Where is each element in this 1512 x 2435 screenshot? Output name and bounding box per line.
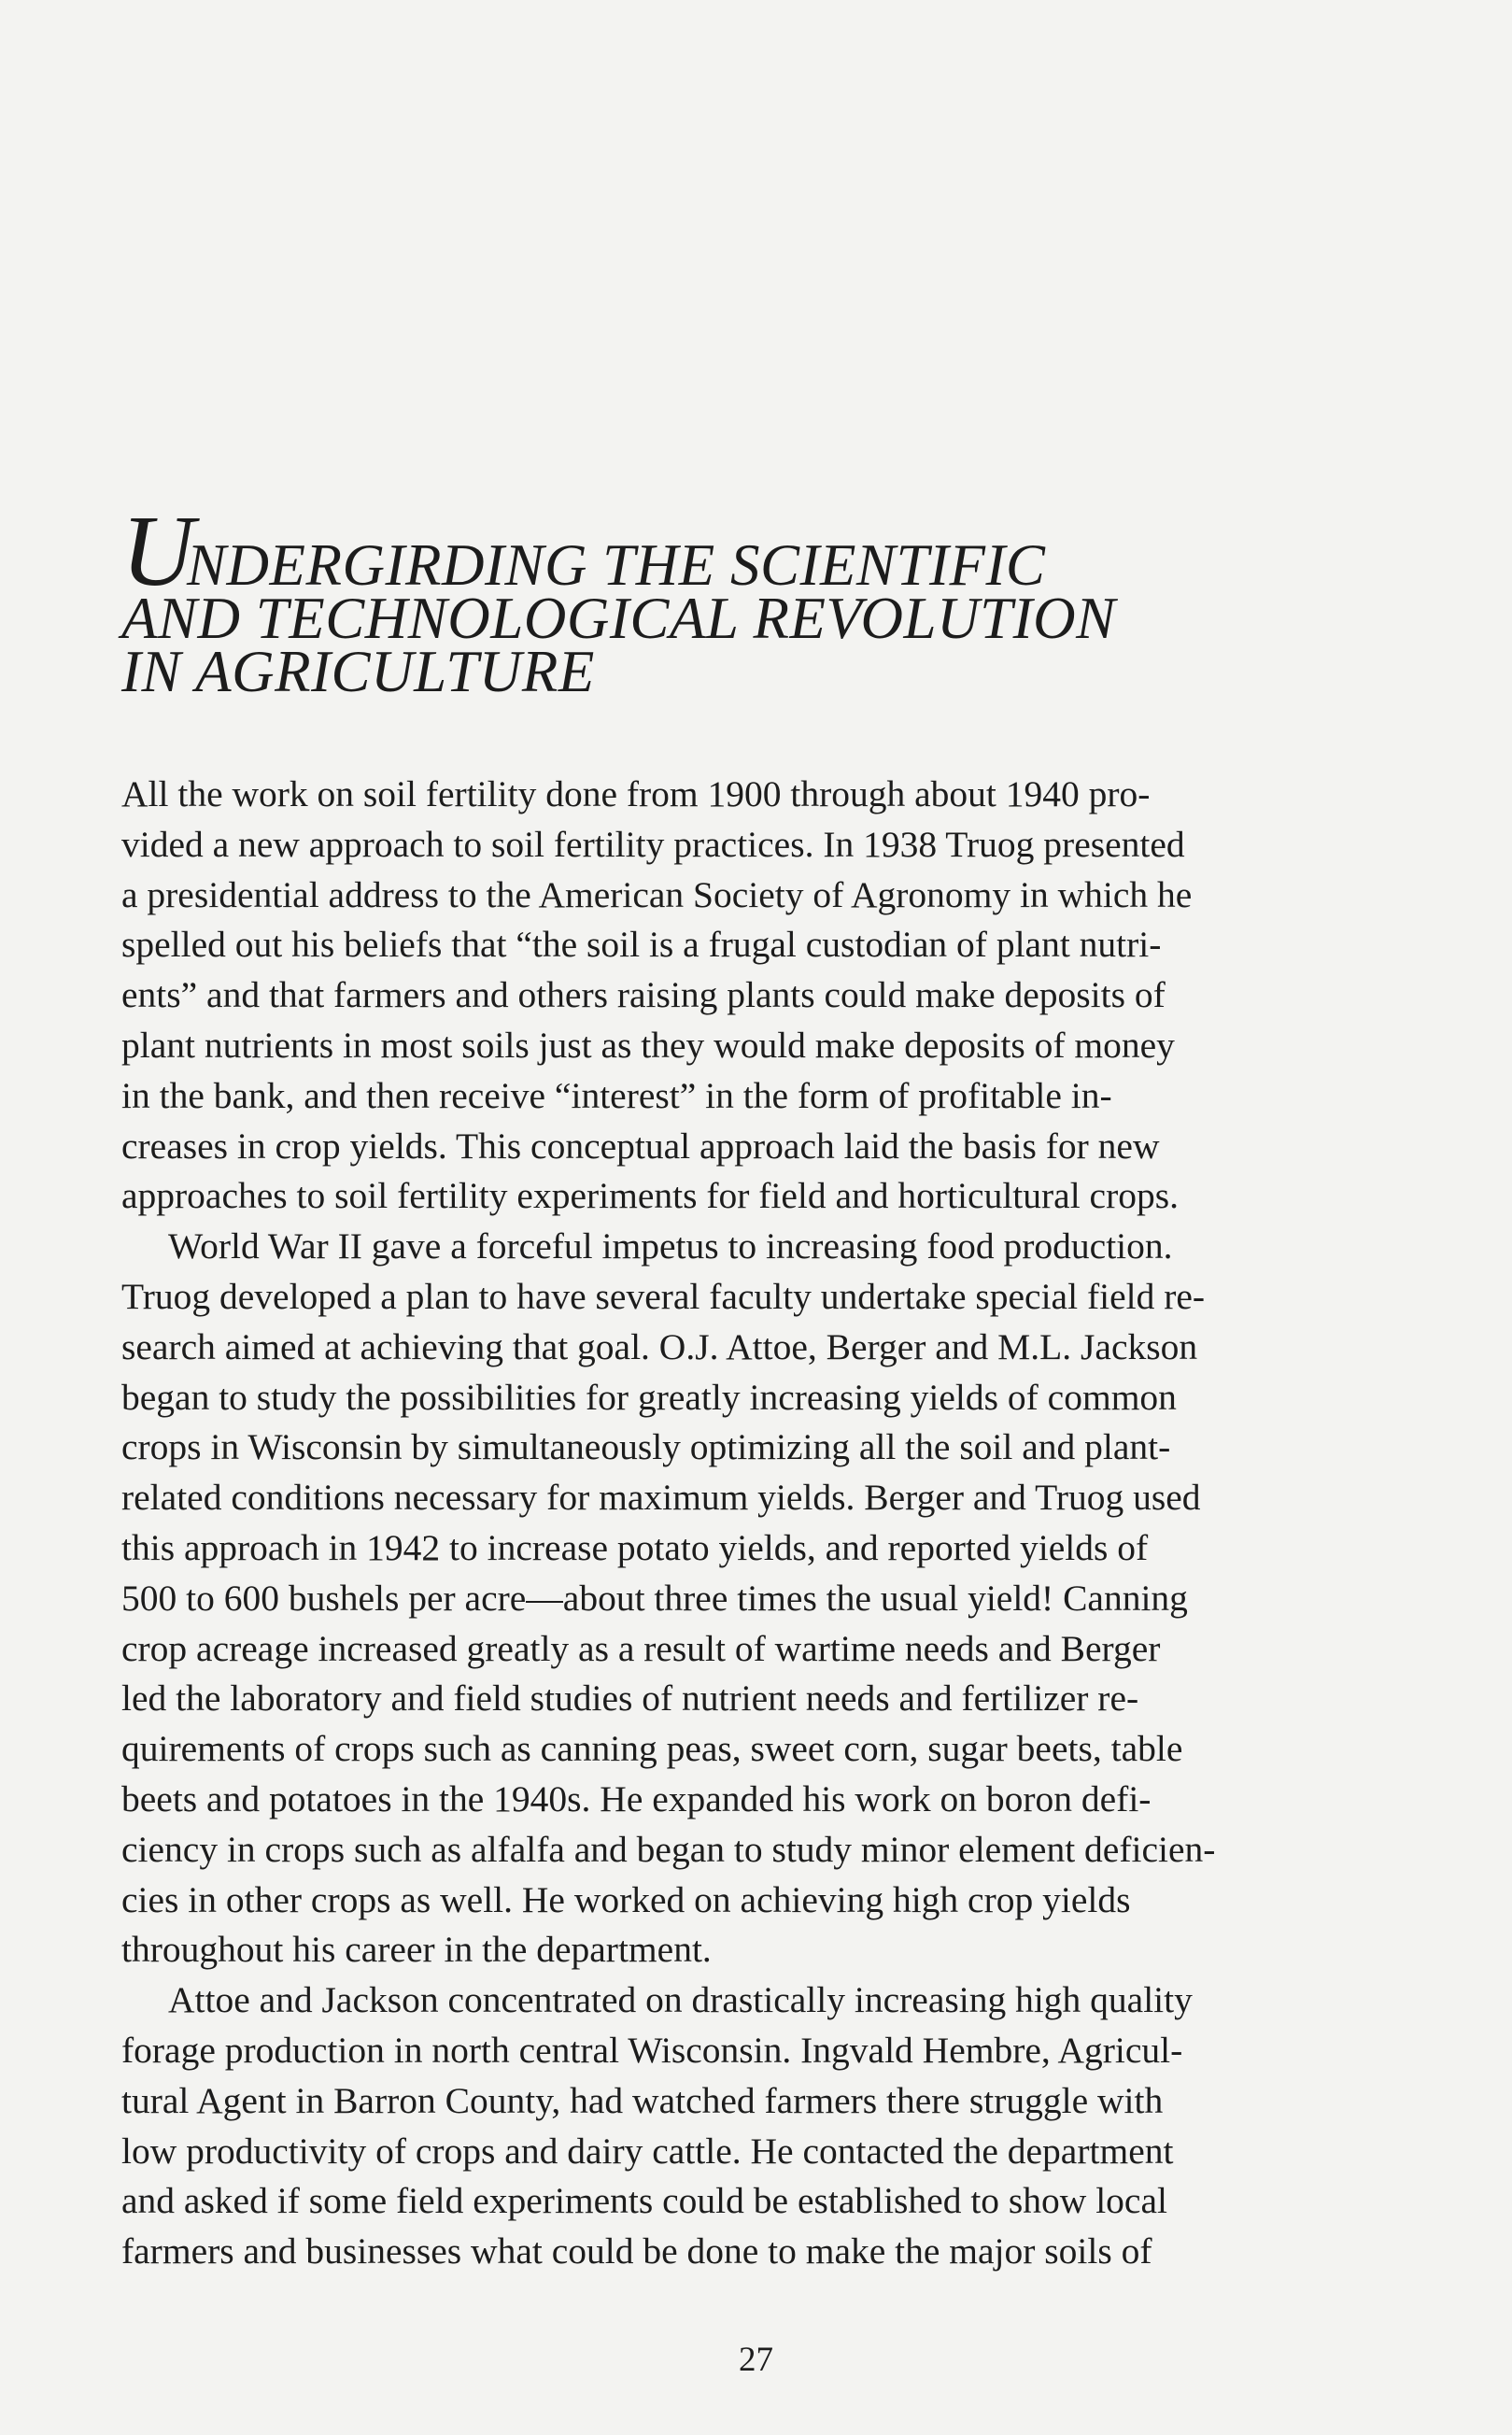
heading-line-1 (121, 496, 1335, 607)
text-line: ciency in crops such as alfalfa and began to study minor element deficien- (121, 1828, 1216, 1870)
text-line: creases in crop yields. This conceptual approach laid the basis for new (121, 1125, 1160, 1167)
text-line: a presidential address to the American Society of Agronomy in which he (121, 873, 1193, 915)
text-line: tural Agent in Barron County, had watched farmers there struggle with (121, 2079, 1164, 2121)
section-heading (121, 496, 1335, 704)
text-line: vided a new approach to soil fertility practices. In 1938 Truog presented (121, 823, 1185, 865)
text-line: this approach in 1942 to increase potato yields, and reported yields of (121, 1526, 1149, 1568)
heading-dropcap: U (121, 496, 187, 607)
text-line: ents” and that farmers and others raising plants could make deposits of (121, 974, 1166, 1016)
text-line: quirements of crops such as canning peas, sweet corn, sugar beets, table (121, 1728, 1183, 1770)
heading-line-2: AND TECHNOLOGICAL REVOLUTION (121, 586, 1116, 651)
text-line: throughout his career in the department. (121, 1929, 712, 1971)
text-line: plant nutrients in most soils just as they would make deposits of money (121, 1024, 1175, 1066)
text-line: approaches to soil fertility experiments for field and horticultural crops. (121, 1175, 1179, 1217)
body-text (121, 770, 1401, 2277)
page-number: 27 (739, 2341, 773, 2379)
text-line: low productivity of crops and dairy cattle. He contacted the department (121, 2130, 1174, 2172)
text-line: in the bank, and then receive “interest” in the form of profitable in- (121, 1074, 1112, 1116)
text-line-paragraph-start: World War II gave a forceful impetus to increasing food production. (168, 1225, 1173, 1267)
text-line: All the work on soil fertility done from 1900 through about 1940 pro- (121, 773, 1151, 814)
text-line: cies in other crops as well. He worked on achieving high crop yields (121, 1878, 1131, 1920)
text-line: farmers and businesses what could be done to make the major soils of (121, 2230, 1152, 2272)
heading-line-3: IN AGRICULTURE (121, 639, 595, 704)
text-line: forage production in north central Wisconsin. Ingvald Hembre, Agricul- (121, 2029, 1183, 2071)
text-line: beets and potatoes in the 1940s. He expanded his work on boron defi- (121, 1777, 1152, 1819)
text-line: and asked if some field experiments could be established to show local (121, 2180, 1167, 2222)
text-line: spelled out his beliefs that “the soil is a frugal custodian of plant nutri- (121, 924, 1162, 966)
text-line: led the laboratory and field studies of nutrient needs and fertilizer re- (121, 1678, 1139, 1720)
text-line: crop acreage increased greatly as a result of wartime needs and Berger (121, 1627, 1161, 1669)
text-line: 500 to 600 bushels per acre—about three times the usual yield! Canning (121, 1577, 1188, 1619)
text-line: related conditions necessary for maximum yields. Berger and Truog used (121, 1477, 1201, 1519)
text-line: search aimed at achieving that goal. O.J. Attoe, Berger and M.L. Jackson (121, 1325, 1198, 1367)
text-line: Truog developed a plan to have several faculty undertake special field re- (121, 1275, 1206, 1317)
text-line-paragraph-start: Attoe and Jackson concentrated on drastically increasing high quality (168, 1979, 1193, 2021)
text-line: crops in Wisconsin by simultaneously optimizing all the soil and plant- (121, 1426, 1171, 1468)
heading-line-1-text: NDERGIRDING THE SCIENTIFIC (187, 532, 1046, 598)
text-line: began to study the possibilities for greatly increasing yields of common (121, 1376, 1177, 1418)
